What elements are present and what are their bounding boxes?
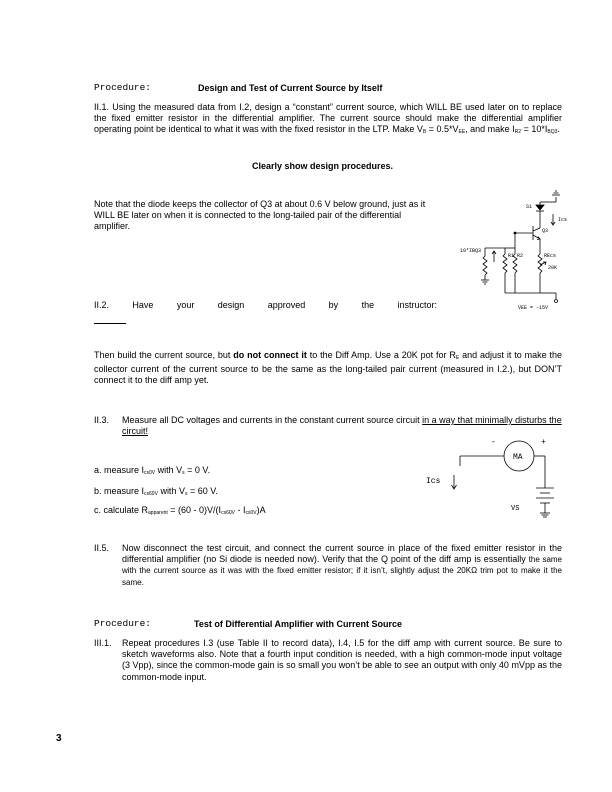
diode-note: Note that the diode keeps the collector of Q3 at about 0.6 V below ground, just as it WILL BE later on when it is connected to the long-tailed pair of the differential amplifier. [94,199,426,232]
paragraph-then-build: Then build the current source, but do not connect it to the Diff Amp. Use a 20K pot for $R_E$ and adjust it to make the collector current of the current source to be the same as the long-tailed pair current (measured in I.2.), but DON’T connect it to the diff amp yet. [94,350,562,386]
measurement-schematic [420,428,560,528]
item-c: c. calculate $R_{apparent} = (60 - 0)V/(I_{cs60V} - I_{cs0V})A$ [94,505,266,516]
label-q3: Q3 [542,228,549,234]
ii3-number: II.3. [94,415,110,425]
item-a: a. measure $I_{cs0V}$ with $V_s = 0$ V. [94,465,211,476]
label-plus: + [541,438,546,447]
label-r2: R2 [517,253,524,259]
label-s1: S1 [526,204,533,210]
label-vs: VS [511,505,520,513]
procedure-label-2: Procedure: [94,618,152,629]
ii3-text: Measure all DC voltages and currents in the constant current source circuit in a way that minimally disturbs the circuit! [122,415,562,437]
approval-line: II.2. Have your design approved by the instructor: [94,300,437,310]
label-minus: - [491,438,496,447]
label-ics-2: Ics [426,477,441,486]
item-b: b. measure $I_{cs60V}$ with $V_s = 60$ V. [94,486,218,497]
label-ibq3: 10*IBQ3 [460,248,482,254]
current-source-schematic [460,180,590,320]
ii5-number: II.5. [94,543,110,553]
label-ics: Ics [558,217,568,223]
section-title: Design and Test of Current Source by Itself [198,83,383,93]
label-ma: MA [513,453,523,462]
iii1-number: III.1. [94,638,112,648]
design-note: Clearly show design procedures. [252,161,394,171]
label-recs: REcs [544,253,557,259]
label-r1: R1 [508,253,515,259]
procedure-label: Procedure: [94,82,152,93]
section-title-2: Test of Differential Amplifier with Current Source [194,619,403,629]
ii5-text: Now disconnect the test circuit, and connect the current source in place of the fixed emitter resistor in the differential amplifier (no Si diode is needed now). Verify that the Q point of the diff amp is essentially the same with the current source as it was with the fixed emitter resistor; if it isn’t, slightly adjust the 20KΩ trim pot to make it the same. [122,543,563,587]
paragraph-ii1: II.1. Using the measured data from I.2, design a “constant” current source, which WILL BE used later on to replace the fixed emitter resistor in the differential amplifier. The current source should make the differential amplifier operating point be identical to what it was with the fixed resistor in the LTP. Make $V_B = 0.5*V_{EE}$, and make $I_{R2} = 10*I_{BQ3}$. [94,102,562,136]
label-20k: 20K [548,265,558,271]
signature-underline [94,323,126,324]
page-number: 3 [56,733,62,744]
iii1-text: Repeat procedures I.3 (use Table II to record data), I.4, I.5 for the diff amp with current source. Be sure to sketch waveforms also. Note that a fourth input condition is needed, with a high common-mode input voltage (3 Vpp), since the common-mode gain is so small you won’t be able to see an output with only 40 mVpp as the common-mode input. [122,638,562,682]
label-vee: VEE = -15V [518,305,549,311]
